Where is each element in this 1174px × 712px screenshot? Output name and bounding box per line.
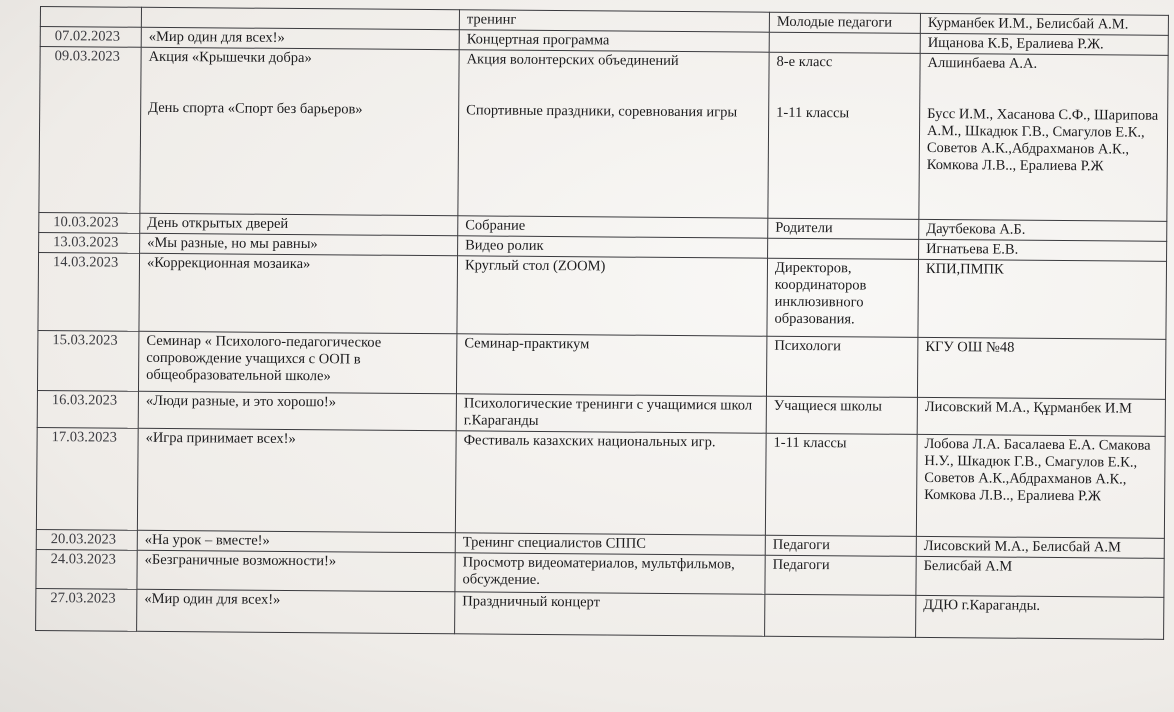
audience-cell: Директоров, координаторов инклюзивного образования. <box>767 258 919 337</box>
audience-cell: Психологи <box>766 336 917 397</box>
responsible-cell: Лобова Л.А. Басалаева Е.А. Смакова Н.У., Шкадюк Г.В., Смагулов Е.К., Советов А.К.,Абдрахманов А.К., Комкова Л.В.., Ералиева Р.Ж <box>916 434 1165 538</box>
audience-cell <box>769 32 920 53</box>
responsible-cell: КПИ,ПМПК <box>918 259 1167 339</box>
event-name-cell <box>140 47 459 215</box>
event-name-cell: День открытых дверей <box>140 213 458 235</box>
date-cell: 17.03.2023 <box>36 427 138 530</box>
responsible-cell: Ищанова К.Б, Ералиева Р.Ж. <box>920 33 1168 55</box>
event-name-cell: «Коррекционная мозаика» <box>139 253 458 333</box>
responsible-cell <box>919 53 1168 221</box>
form-cell <box>458 50 769 218</box>
responsible-cell: Курманбек И.М., Белисбай А.М. <box>920 13 1168 35</box>
event-name-cell: «Мы разные, но мы равны» <box>140 233 458 255</box>
form-line: Спортивные праздники, соревнования игры <box>466 102 738 121</box>
table-row <box>39 47 1168 222</box>
form-cell: Семинар-практикум <box>456 334 766 396</box>
responsible-cell: КГУ ОШ №48 <box>917 337 1165 399</box>
date-cell: 14.03.2023 <box>38 252 140 331</box>
date-cell: 16.03.2023 <box>37 390 138 428</box>
event-name-cell: «Мир один для всех!» <box>141 27 459 49</box>
form-cell: Психологические тренинги с учащимися школ г.Караганды <box>456 394 766 433</box>
event-name-cell: «На урок – вместе!» <box>137 530 455 552</box>
form-cell: Праздничный концерт <box>455 592 765 636</box>
form-cell: Фестиваль казахских национальных игр. <box>455 431 766 535</box>
responsible-cell: Лисовский М.А., Құрманбек И.М <box>917 397 1165 436</box>
audience-cell: Педагоги <box>765 555 916 595</box>
date-cell: 13.03.2023 <box>39 232 140 253</box>
date-cell: 09.03.2023 <box>39 47 141 214</box>
event-name-line: Акция «Крышечки добра» <box>148 48 312 67</box>
responsible-cell: Игнатьева Е.В. <box>919 239 1167 261</box>
event-name-cell: «Безграничные возможности!» <box>137 550 455 591</box>
events-table <box>35 6 1169 640</box>
date-cell: 27.03.2023 <box>36 588 137 631</box>
responsible-cell: Даутбекова А.Б. <box>919 219 1167 241</box>
audience-cell: 1-11 классы <box>765 433 917 536</box>
event-name-cell: «Люди разные, и это хорошо!» <box>138 391 456 430</box>
table-row <box>37 330 1165 399</box>
audience-line: 8-е класс <box>776 53 833 71</box>
audience-cell: Педагоги <box>765 535 916 556</box>
form-cell: тренинг <box>459 10 769 32</box>
date-cell: 20.03.2023 <box>36 529 137 550</box>
table-row <box>36 588 1164 639</box>
date-cell: 07.02.2023 <box>40 27 141 48</box>
audience-cell <box>768 238 919 259</box>
table-row <box>38 252 1167 339</box>
form-cell: Концертная программа <box>459 30 769 52</box>
form-cell: Круглый стол (ZOOM) <box>457 256 768 336</box>
date-cell: 10.03.2023 <box>39 212 140 233</box>
audience-cell: Молодые педагоги <box>769 12 920 33</box>
date-cell: 24.03.2023 <box>36 549 137 589</box>
audience-cell: Родители <box>768 218 919 239</box>
responsible-cell: Белисбай А.М <box>916 556 1164 597</box>
event-name-line: День спорта «Спорт без барьеров» <box>148 99 363 118</box>
audience-line: 1-11 классы <box>776 104 850 122</box>
audience-cell: Учащиеся школы <box>766 396 917 434</box>
form-line: Акция волонтерских объединений <box>466 51 679 70</box>
event-name-cell: «Игра принимает всех!» <box>137 428 456 532</box>
responsible-line: Бусс И.М., Хасанова С.Ф., Шарипова А.М., Шкадюк Г.В., Смагулов Е.К., Советов А.К.,Абдрахманов А.К., Комкова Л.В.., Ералиева Р.Ж <box>926 105 1159 175</box>
responsible-cell: ДДЮ г.Караганды. <box>916 595 1164 639</box>
event-name-cell: «Мир один для всех!» <box>137 589 455 633</box>
table-row <box>36 427 1165 538</box>
date-cell: 15.03.2023 <box>37 330 138 391</box>
form-cell: Просмотр видеоматериалов, мультфильмов, обсуждение. <box>455 553 765 594</box>
audience-cell <box>768 52 920 219</box>
responsible-cell: Лисовский М.А., Белисбай А.М <box>916 536 1164 558</box>
event-name-cell: Семинар « Психолого-педагогическое сопровождение учащихся с ООП в общеобразовательной школе» <box>138 331 456 393</box>
form-cell: Тренинг специалистов СППС <box>455 533 765 555</box>
audience-cell <box>765 594 916 637</box>
form-cell: Видео ролик <box>458 236 768 258</box>
event-name-cell <box>141 7 459 29</box>
form-cell: Собрание <box>458 216 768 238</box>
date-cell <box>40 7 141 28</box>
responsible-line: Алшинбаева А.А. <box>927 54 1038 72</box>
